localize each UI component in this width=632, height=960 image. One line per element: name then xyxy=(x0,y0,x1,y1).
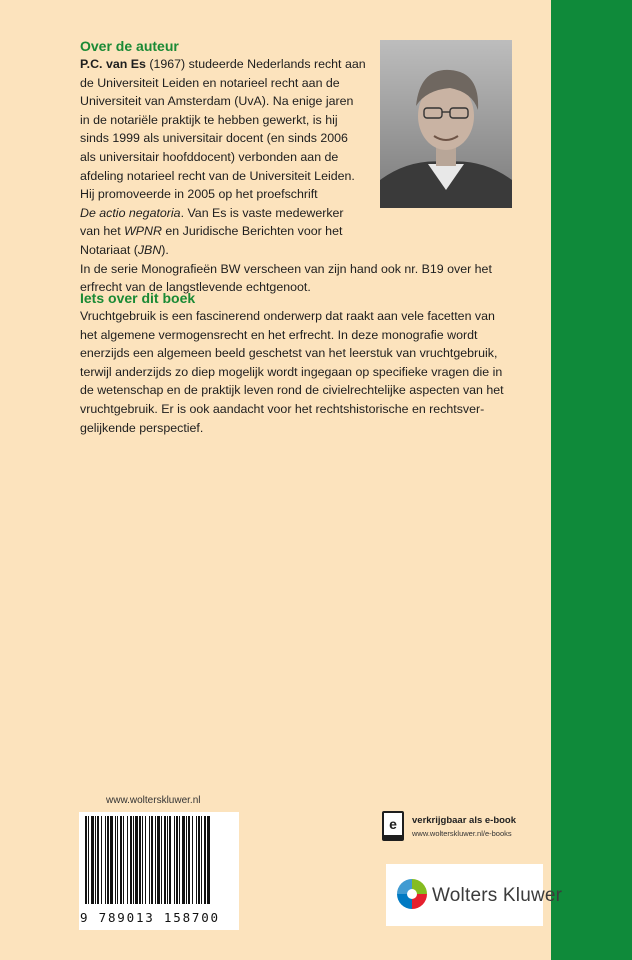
barcode-bar xyxy=(164,816,166,904)
barcode-bar xyxy=(145,816,146,904)
barcode-bar xyxy=(179,816,180,904)
ebook-icon xyxy=(381,810,405,842)
barcode-bar xyxy=(91,816,94,904)
barcode-bar xyxy=(149,816,150,904)
barcode-bar xyxy=(88,816,89,904)
barcode-bar xyxy=(155,816,156,904)
wolters-kluwer-logo-icon xyxy=(396,878,428,910)
barcode-bar xyxy=(117,816,118,904)
barcode-bar xyxy=(176,816,178,904)
author-heading: Over de auteur xyxy=(80,38,179,54)
barcode-bar xyxy=(174,816,175,904)
barcode-bar xyxy=(182,816,185,904)
barcode-bar xyxy=(142,816,143,904)
barcode-bar xyxy=(120,816,122,904)
author-name: P.C. van Es xyxy=(80,57,146,71)
author-photo xyxy=(380,40,512,208)
barcode-bar xyxy=(188,816,190,904)
barcode-bars xyxy=(79,812,239,908)
svg-text:e: e xyxy=(389,816,397,832)
book-description: Vruchtgebruik is een fascinerend onderwerp dat raakt aan vele facetten van het algemene vermogensrecht en het erfrecht. In deze monografie wordt enerzijds een algemeen beeld geschetst van het leerstuk van vruchtgebruik, terwijl anderzijds zo diep mogelijk wordt ingegaan op specifieke vragen die in de wetenschap en de praktijk leven rond de civielrechtelijke aspecten van het vruchtgebruik. Er is ook aandacht voor het rechtshistorische en rechtsver- gelijkende perspectief. xyxy=(80,309,504,435)
barcode-bar xyxy=(161,816,162,904)
ebook-url: www.wolterskluwer.nl/e-books xyxy=(412,829,512,838)
barcode-bar xyxy=(198,816,200,904)
barcode-bar xyxy=(201,816,202,904)
barcode-bar xyxy=(105,816,106,904)
barcode-bar xyxy=(95,816,96,904)
barcode-bar xyxy=(101,816,102,904)
barcode-bar xyxy=(186,816,187,904)
barcode-bar xyxy=(196,816,197,904)
barcode-bar xyxy=(151,816,153,904)
green-spine xyxy=(551,0,632,960)
barcode-bar xyxy=(97,816,99,904)
barcode-bar xyxy=(115,816,116,904)
barcode-bar xyxy=(110,816,113,904)
barcode-bar xyxy=(169,816,171,904)
barcode-bar xyxy=(133,816,134,904)
publisher-website: www.wolterskluwer.nl xyxy=(106,795,201,806)
book-heading: Iets over dit boek xyxy=(80,290,196,306)
barcode-bar xyxy=(139,816,141,904)
ebook-label: verkrijgbaar als e-book xyxy=(412,815,517,826)
barcode-bar xyxy=(127,816,128,904)
barcode-bar xyxy=(207,816,210,904)
barcode-bar xyxy=(107,816,109,904)
barcode-bar xyxy=(204,816,206,904)
barcode-bar xyxy=(192,816,193,904)
isbn-number: 9 789013 158700 xyxy=(80,910,220,925)
publisher-name: Wolters Kluwer xyxy=(432,885,563,906)
barcode-bar xyxy=(123,816,124,904)
barcode-bar xyxy=(167,816,168,904)
barcode-bar xyxy=(85,816,87,904)
barcode-bar xyxy=(157,816,160,904)
author-bio: P.C. van Es (1967) studeerde Nederlands recht aan de Universiteit Leiden en notarieel recht aan de Universiteit van Amsterdam (UvA). Na enige jaren in de notariële praktijk te hebben gewerkt, is hij sinds 1999 als universitair docent (en sinds 2006 als universitair hoofddocent) verbonden aan de afdeling notarieel recht van de Universiteit Leiden. Hij promoveerde in 2005 op het proefschrift De actio negatoria. Van Es is vaste medewerker van het WPNR en Juridische Berichten voor het Notariaat (JBN). In de serie Monografieën BW verscheen van zijn hand ook nr. B19 over het erfrecht van de langstlevende echtgenoot. xyxy=(80,57,492,295)
barcode-bar xyxy=(135,816,138,904)
thesis-title: De actio negatoria xyxy=(80,205,181,220)
barcode-bar xyxy=(130,816,132,904)
